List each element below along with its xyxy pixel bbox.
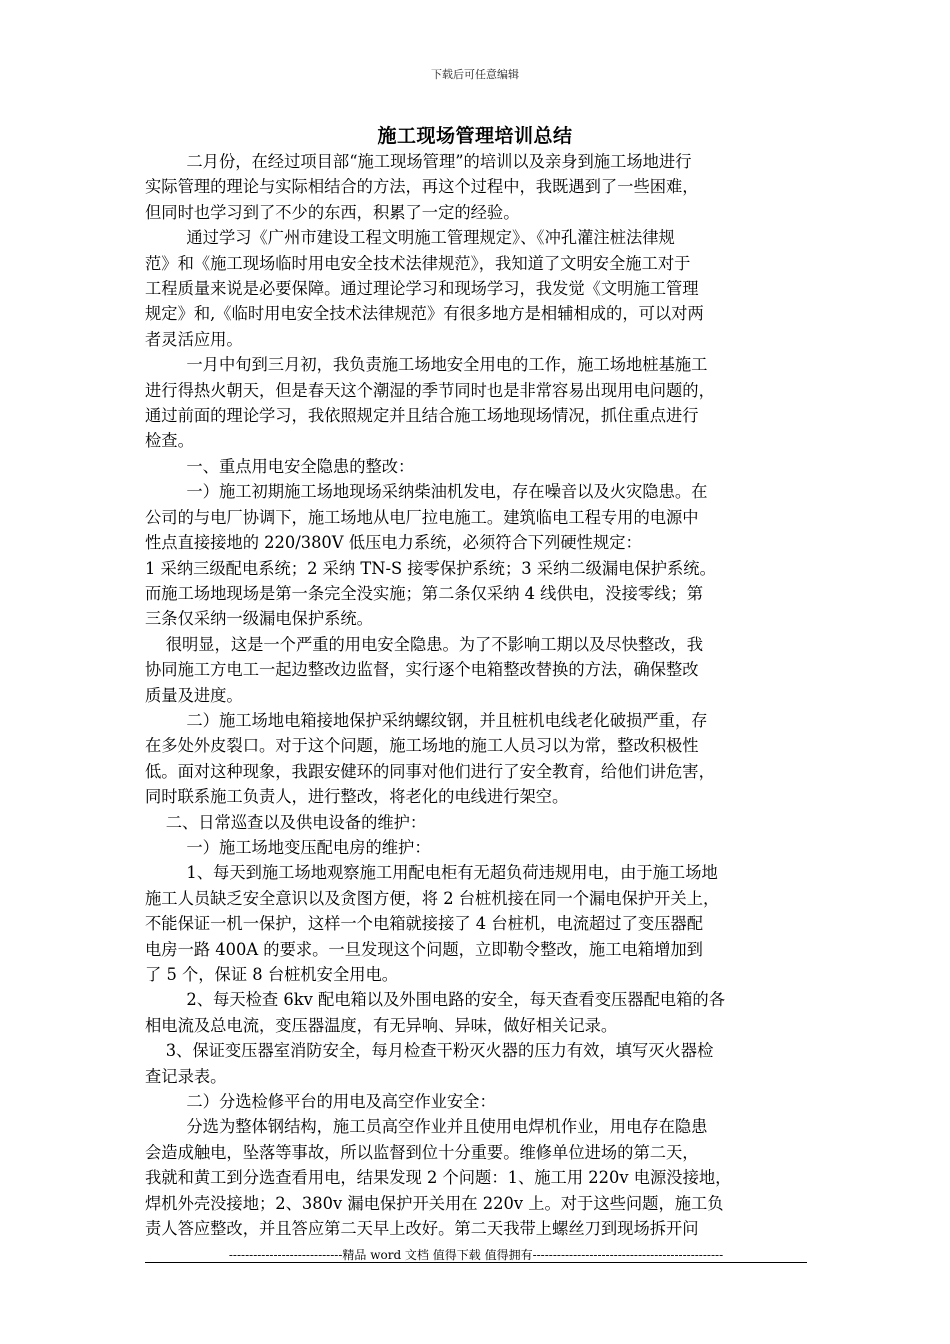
- document-title: 施工现场管理培训总结: [377, 125, 573, 147]
- body-line: 二、日常巡查以及供电设备的维护：: [145, 812, 427, 832]
- body-line: 了 5 个，保证 8 台桩机安全用电。: [145, 965, 399, 984]
- body-line: 相电流及总电流，变压器温度，有无异响、异味，做好相关记录。: [145, 1015, 618, 1035]
- body-line: 责人答应整改，并且答应第二天早上改好。第二天我带上螺丝刀到现场拆开问: [145, 1219, 699, 1239]
- body-line: 2、每天检查 6kv 配电箱以及外围电路的安全，每天查看变压器配电箱的各: [145, 990, 725, 1010]
- body-line: 实际管理的理论与实际相结合的方法，再这个过程中，我既遇到了一些困难，: [145, 177, 699, 197]
- body-line: 施工人员缺乏安全意识以及贪图方便，将 2 台桩机接在同一个漏电保护开关上，: [145, 888, 720, 908]
- body-line: 查记录表。: [145, 1066, 227, 1086]
- document-body: [145, 149, 807, 1241]
- header-note: 下载后可任意编辑: [431, 68, 519, 81]
- body-line: 二）分选检修平台的用电及高空作业安全：: [145, 1092, 496, 1112]
- body-line: 而施工场地现场是第一条完全没实施；第二条仅采纳 4 线供电，没接零线；第: [145, 583, 703, 603]
- body-line: 性点直接接地的 220/380V 低压电力系统，必须符合下列硬性规定：: [145, 533, 642, 553]
- body-line: 一、重点用电安全隐患的整改：: [145, 456, 415, 476]
- body-line: 我就和黄工到分选查看用电，结果发现 2 个问题：1、施工用 220v 电源没接地，: [145, 1168, 732, 1188]
- body-line: 但同时也学习到了不少的东西，积累了一定的经验。: [145, 202, 520, 222]
- body-line: 3、保证变压器室消防安全，每月检查干粉灭火器的压力有效，填写灭火器检: [145, 1041, 714, 1061]
- body-line: 低。面对这种现象，我跟安健环的同事对他们进行了安全教育，给他们讲危害，: [145, 761, 715, 781]
- body-line: 电房一路 400A 的要求。一旦发现这个问题，立即勒令整改，施工电箱增加到: [145, 939, 703, 959]
- body-line: 者灵活应用。: [145, 329, 243, 349]
- body-line: 分选为整体钢结构，施工员高空作业并且使用电焊机作业，用电存在隐患: [145, 1117, 708, 1137]
- body-line: 一）施工初期施工场地现场采纳柴油机发电，存在噪音以及火灾隐患。在: [145, 482, 708, 502]
- body-line: 进行得热火朝天，但是春天这个潮湿的季节同时也是非常容易出现用电问题的，: [145, 380, 715, 400]
- body-line: 不能保证一机一保护，这样一个电箱就接接了 4 台桩机，电流超过了变压器配: [145, 914, 703, 934]
- footer-watermark-text: ----------------------------精品 word 文档 值得下载 值得拥有-----------------------------------------------: [228, 1248, 724, 1262]
- body-line: 规定》和,《临时用电安全技术法律规范》有很多地方是相辅相成的，可以对两: [145, 304, 704, 324]
- body-line: 1、每天到施工场地观察施工用配电柜有无超负荷违规用电，由于施工场地: [145, 863, 718, 883]
- body-line: 通过学习《广州市建设工程文明施工管理规定》、《冲孔灌注桩法律规: [145, 228, 675, 248]
- body-line: 一）施工场地变压配电房的维护：: [145, 837, 431, 857]
- body-line: 二）施工场地电箱接地保护采纳螺纹钢，并且桩机电线老化破损严重，存: [145, 710, 708, 730]
- body-line: 同时联系施工负责人，进行整改，将老化的电线进行架空。: [145, 787, 569, 807]
- body-line: 范》和《施工现场临时用电安全技术法律规范》，我知道了文明安全施工对于: [145, 253, 691, 273]
- body-line: 二月份，在经过项目部“施工现场管理”的培训以及亲身到施工场地进行: [145, 152, 692, 171]
- body-line: 协同施工方电工一起边整改边监督，实行逐个电箱整改替换的方法，确保整改: [145, 660, 699, 680]
- body-line: 检查。: [145, 431, 194, 451]
- body-line: 公司的与电厂协调下，施工场地从电厂拉电施工。建筑临电工程专用的电源中: [145, 507, 699, 527]
- body-line: 一月中旬到三月初，我负责施工场地安全用电的工作，施工场地桩基施工: [145, 355, 708, 375]
- body-line: 质量及进度。: [145, 685, 243, 705]
- body-line: 1 采纳三级配电系统；2 采纳 TN-S 接零保护系统；3 采纳二级漏电保护系统。: [145, 558, 716, 578]
- body-line: 焊机外壳没接地；2、380v 漏电保护开关用在 220v 上。对于这些问题，施工负: [145, 1193, 724, 1213]
- body-line: 会造成触电，坠落等事故，所以监督到位十分重要。维修单位进场的第二天，: [145, 1142, 699, 1162]
- body-line: 三条仅采纳一级漏电保护系统。: [145, 609, 373, 629]
- body-line: 通过前面的理论学习，我依照规定并且结合施工场地现场情况，抓住重点进行: [145, 406, 699, 426]
- body-line: 工程质量来说是必要保障。通过理论学习和现场学习，我发觉《文明施工管理: [145, 279, 699, 299]
- footer-rule: [145, 1262, 807, 1263]
- body-line: 在多处外皮裂口。对于这个问题，施工场地的施工人员习以为常，整改积极性: [145, 736, 699, 756]
- body-line: 很明显，这是一个严重的用电安全隐患。为了不影响工期以及尽快整改，我: [145, 634, 703, 654]
